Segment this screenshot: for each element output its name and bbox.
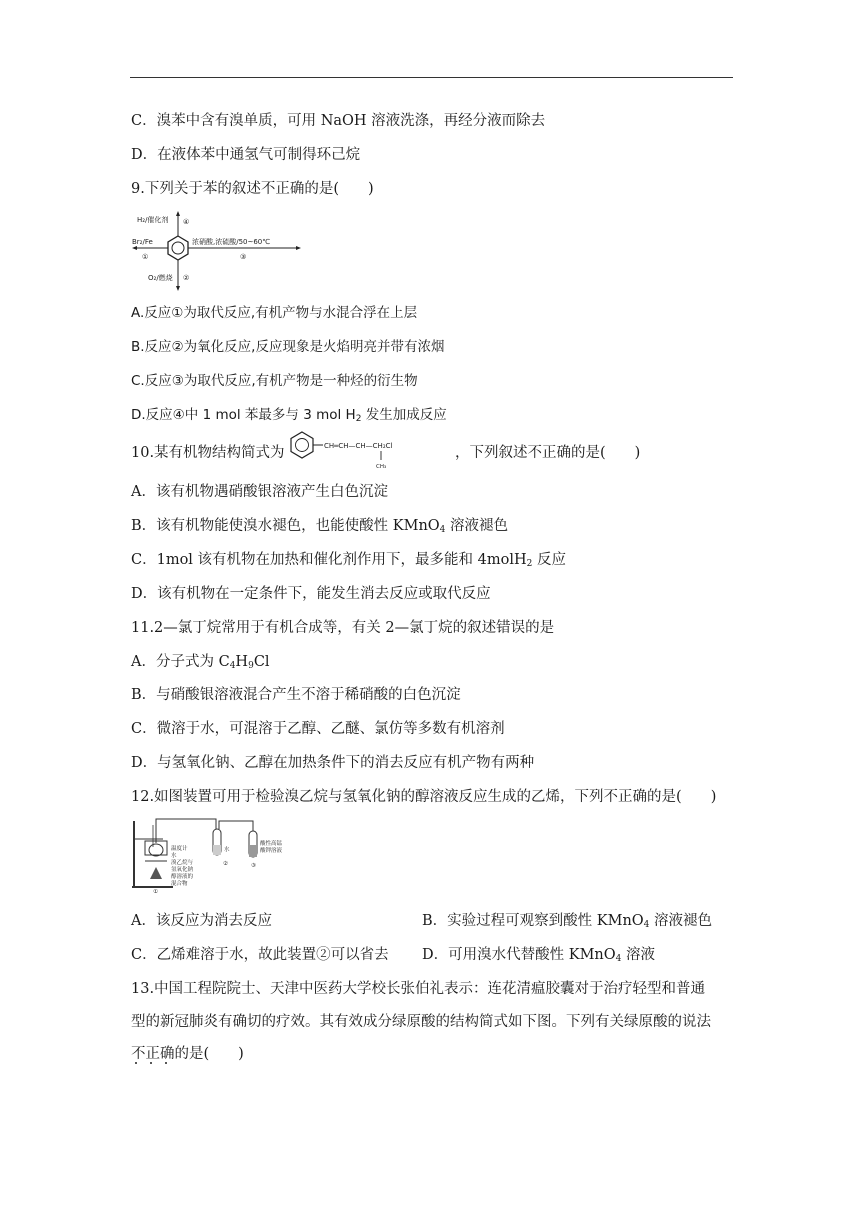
arrow-down-head-icon <box>176 286 180 291</box>
burner-icon <box>150 867 162 879</box>
q12-option-a: A．该反应为消去反应 <box>131 913 272 929</box>
label-water: 水 <box>224 847 230 853</box>
label-kmno4-1: 酸性高锰 <box>260 841 283 847</box>
tube-1 <box>156 819 216 829</box>
phenyl-circle <box>296 439 309 452</box>
label-mix-1: 溴乙烷与 <box>171 860 194 866</box>
q9-option-a: A.反应①为取代反应,有机产物与水混合浮在上层 <box>131 305 418 321</box>
q12-option-b: B．实验过程可观察到酸性 KMnO$_4$ 溶液褪色 <box>422 913 713 930</box>
q8-option-c: C．溴苯中含有溴单质，可用 NaOH 溶液洗涤，再经分液而除去 <box>131 113 546 129</box>
label-num-4: ④ <box>183 218 190 226</box>
header-rule <box>130 77 733 78</box>
label-water-bath: 水 <box>171 853 177 859</box>
label-kmno4-2: 酸钾溶液 <box>260 848 283 854</box>
label-nitration: 浓硝酸,浓硫酸/50~60℃ <box>192 238 271 246</box>
q12-stem: 12.如图装置可用于检验溴乙烷与氢氧化钠的醇溶液反应生成的乙烯，下列不正确的是( ) <box>131 789 717 805</box>
benzene-ring-icon <box>168 236 188 260</box>
q8-option-d: D．在液体苯中通氢气可制得环己烷 <box>131 147 361 163</box>
q13-stem-line-1: 13.中国工程院院士、天津中医药大学校长张伯礼表示：连花清瘟胶囊对于治疗轻型和普通 <box>131 981 706 997</box>
methyl-label: CH₃ <box>376 464 387 470</box>
kmno4-fill <box>249 845 257 857</box>
label-br2-fe: Br₂/Fe <box>132 238 153 246</box>
label-mix-2: 氢氧化钠 <box>171 867 194 873</box>
q12-option-c: C．乙烯难溶于水，故此装置②可以省去 <box>131 947 389 963</box>
q10-option-b: B．该有机物能使溴水褪色，也能使酸性 KMnO$_4$ 溶液褪色 <box>131 518 509 535</box>
q11-option-d: D．与氢氧化钠、乙醇在加热条件下的消去反应有机产物有两种 <box>131 755 535 771</box>
q10-option-c: C．1mol 该有机物在加热和催化剂作用下，最多能和 4molH$_2$ 反应 <box>131 552 566 569</box>
q9-option-b: B.反应②为氧化反应,反应现象是火焰明亮并带有浓烟 <box>131 339 445 355</box>
label-mix-4: 混合物 <box>171 881 188 887</box>
arrow-up-head-icon <box>176 211 180 216</box>
water-bath <box>145 841 167 855</box>
q13-stem-line-3: 不正确的是( ) <box>131 1046 244 1062</box>
q11-stem: 11.2—氯丁烷常用于有机合成等，有关 2—氯丁烷的叙述错误的是 <box>131 620 555 636</box>
q10-structure-figure <box>287 429 447 471</box>
q10-stem-post: ，下列叙述不正确的是( ) <box>455 445 641 461</box>
label-o2-combustion: O₂/燃烧 <box>148 274 173 282</box>
label-mix-3: 醇溶液的 <box>171 874 194 880</box>
apparatus-figure <box>131 817 301 893</box>
q10-option-d: D．该有机物在一定条件下，能发生消去反应或取代反应 <box>131 586 491 602</box>
q9-stem: 9.下列关于苯的叙述不正确的是( ) <box>131 181 374 197</box>
q13-stem-line-2: 型的新冠肺炎有确切的疗效。其有效成分绿原酸的结构简式如下图。下列有关绿原酸的说法 <box>131 1014 711 1030</box>
label-num-3: ③ <box>240 253 247 261</box>
arrow-right-head-icon <box>296 246 301 250</box>
label-num-1: ① <box>142 253 149 261</box>
label-num-2: ② <box>183 274 190 282</box>
tube-2 <box>219 821 253 831</box>
emphasis-dots <box>133 1060 173 1066</box>
q11-option-c: C．微溶于水，可混溶于乙醇、乙醚、氯仿等多数有机溶剂 <box>131 721 505 737</box>
label-thermometer: 温度计 <box>171 846 188 852</box>
flask-icon <box>149 844 163 856</box>
q10-option-a: A．该有机物遇硝酸银溶液产生白色沉淀 <box>131 484 388 500</box>
q11-option-a: A．分子式为 $C_4H_9Cl$ <box>131 654 270 671</box>
arrow-left-head-icon <box>132 246 137 250</box>
label-num-3: ③ <box>251 863 256 869</box>
benzene-circle <box>172 242 184 254</box>
benzene-reaction-figure <box>131 210 311 292</box>
label-num-2: ② <box>223 861 228 867</box>
water-fill <box>213 845 221 855</box>
q11-option-b: B．与硝酸银溶液混合产生不溶于稀硝酸的白色沉淀 <box>131 687 461 703</box>
chain-formula: CH═CH—CH—CH₂Cl <box>324 442 393 450</box>
label-h2-catalyst: H₂/催化剂 <box>137 216 169 224</box>
q9-option-c: C.反应③为取代反应,有机产物是一种烃的衍生物 <box>131 373 418 389</box>
q10-stem-pre: 10.某有机物结构简式为 <box>131 445 285 461</box>
phenyl-ring-icon <box>291 432 313 458</box>
q9-option-d: D.反应④中 1 mol 苯最多与 3 mol $H_2$ 发生加成反应 <box>131 407 447 424</box>
label-num-1: ① <box>153 889 158 895</box>
q12-option-d: D．可用溴水代替酸性 KMnO$_4$ 溶液 <box>422 947 655 964</box>
